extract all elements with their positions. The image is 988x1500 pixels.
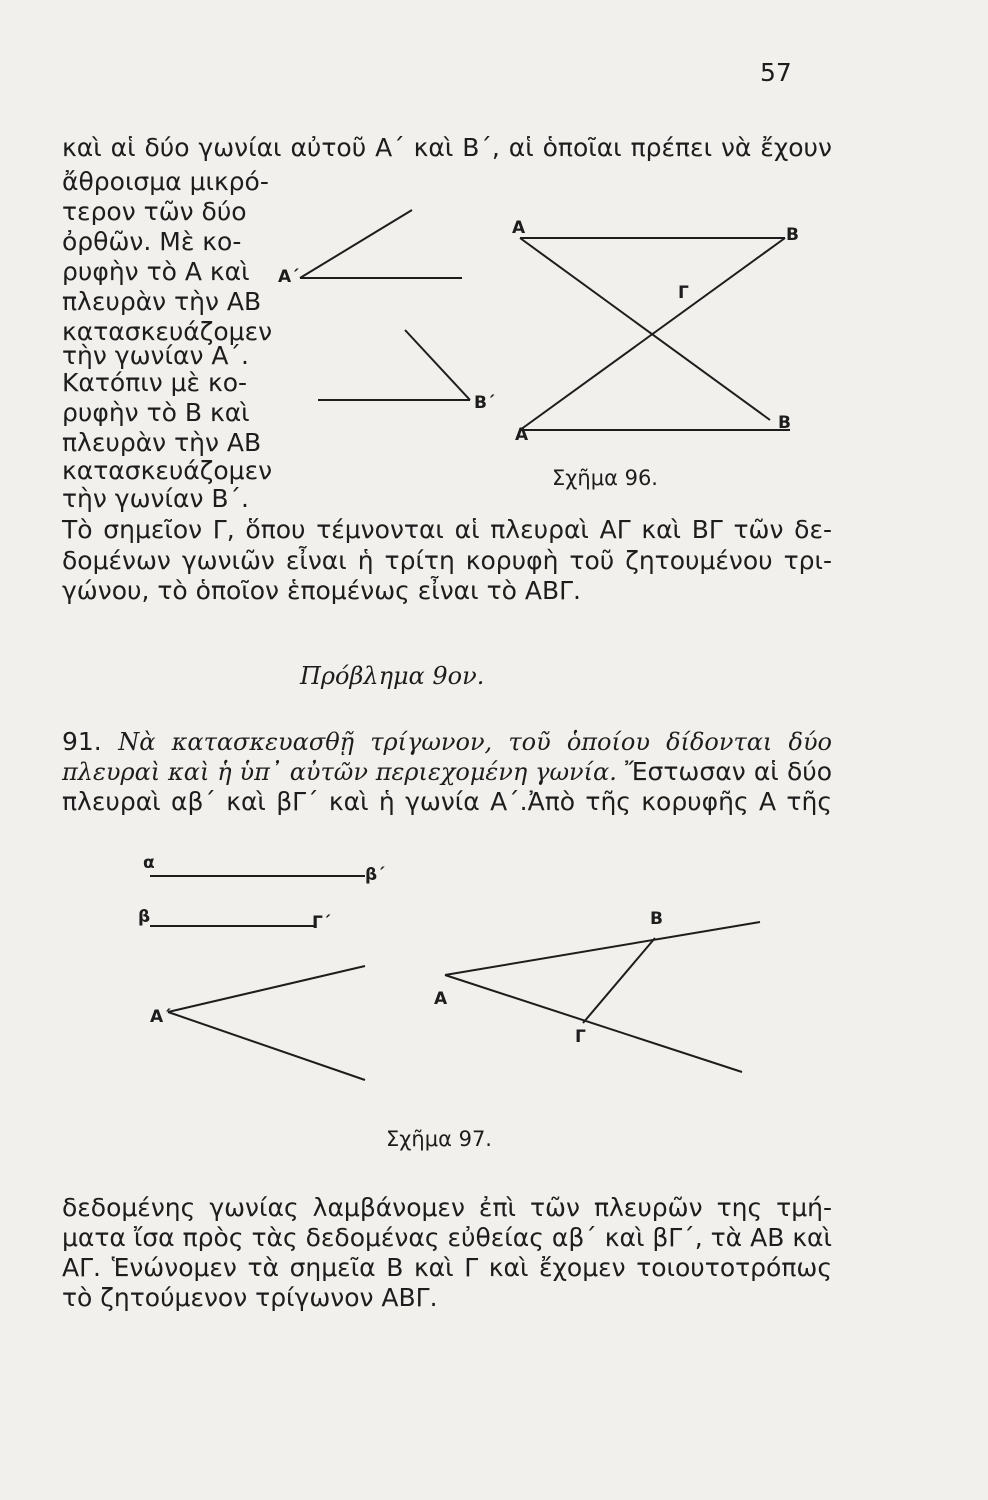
fig96-label: Β bbox=[778, 413, 791, 433]
text-line: πλευρὰν τὴν ΑΒ bbox=[62, 287, 262, 316]
text-line: καὶ αἱ δύο γωνίαι αὐτοῦ Α΄ καὶ Β΄, αἱ ὁποῖαι πρέπει νὰ ἔχουν bbox=[62, 133, 832, 162]
fig96-label: Γ bbox=[678, 283, 689, 303]
text-line: ρυφὴν τὸ Β καὶ bbox=[62, 398, 250, 427]
text-line: ΑΓ. Ἑνώνομεν τὰ σημεῖα Β καὶ Γ καὶ ἔχομεν τοιουτοτρόπως bbox=[62, 1253, 832, 1282]
problem-heading: Πρόβλημα 9ον. bbox=[300, 662, 485, 690]
problem-number: 91. bbox=[62, 727, 102, 756]
page-number: 57 bbox=[760, 58, 792, 87]
text-line: δομένων γωνιῶν εἶναι ἡ τρίτη κορυφὴ τοῦ ζητουμένου τρι- bbox=[62, 546, 832, 575]
fig96-label: Β΄ bbox=[474, 393, 495, 413]
fig97-label: Α΄ bbox=[150, 1007, 171, 1027]
figure-96-caption: Σχῆμα 96. bbox=[552, 466, 658, 490]
fig97-label: Β bbox=[650, 909, 663, 929]
text-line: πλευρὰν τὴν ΑΒ bbox=[62, 428, 262, 457]
text-line: τερον τῶν δύο bbox=[62, 197, 247, 226]
fig97-label: α bbox=[143, 853, 155, 873]
fig96-label: Α΄ bbox=[278, 267, 299, 287]
problem-title: πλευραὶ καὶ ἡ ὑπ᾽ αὐτῶν περιεχομένη γωνία. bbox=[62, 758, 617, 786]
fig97-angle-lower-ray bbox=[168, 1012, 365, 1080]
figure-97-caption: Σχῆμα 97. bbox=[386, 1127, 492, 1151]
fig97-label: β bbox=[138, 907, 151, 927]
fig96-label: Α bbox=[515, 425, 529, 445]
text-line: ρυφὴν τὸ Α καὶ bbox=[62, 257, 250, 286]
text-line: τὸ ζητούμενον τρίγωνον ΑΒΓ. bbox=[62, 1283, 438, 1312]
fig97-label: Γ bbox=[575, 1027, 586, 1047]
fig96-label: Α bbox=[512, 218, 526, 238]
text-line: δεδομένης γωνίας λαμβάνομεν ἐπὶ τῶν πλευρῶν της τμή- bbox=[62, 1193, 832, 1222]
text-line: Τὸ σημεῖον Γ, ὅπου τέμνονται αἱ πλευραὶ ΑΓ καὶ ΒΓ τῶν δε- bbox=[62, 515, 832, 544]
text-line: ματα ἴσα πρὸς τὰς δεδομένας εὐθείας αβ΄ καὶ βΓ΄, τὰ ΑΒ καὶ bbox=[62, 1223, 832, 1252]
text-line: κατασκευάζομεν bbox=[62, 456, 273, 485]
text-line: Κατόπιν μὲ κο- bbox=[62, 368, 248, 397]
text-line: ὀρθῶν. Μὲ κο- bbox=[62, 227, 242, 256]
text-line: πλευραὶ αβ΄ καὶ βΓ΄ καὶ ἡ γωνία Α΄.Ἀπὸ τῆς κορυφῆς Α τῆς bbox=[62, 787, 832, 816]
problem-title: Νὰ κατασκευασθῇ τρίγωνον, τοῦ ὁποίου δίδονται δύο bbox=[118, 728, 832, 756]
text-line: τὴν γωνίαν Α΄. bbox=[62, 341, 249, 370]
fig97-label: Α bbox=[434, 989, 448, 1009]
fig97-side-ag bbox=[445, 975, 742, 1072]
text-line: κατασκευάζομεν bbox=[62, 317, 273, 346]
fig97-angle-upper-ray bbox=[168, 966, 365, 1012]
fig97-label: β΄ bbox=[365, 865, 385, 885]
text-line: τὴν γωνίαν Β΄. bbox=[62, 484, 249, 513]
text-run: Ἔστωσαν αἱ δύο bbox=[625, 757, 832, 786]
text-line: ἄθροισμα μικρό- bbox=[62, 167, 269, 196]
fig97-side-ab bbox=[445, 922, 760, 975]
text-line: γώνου, τὸ ὁποῖον ἑπομένως εἶναι τὸ ΑΒΓ. bbox=[62, 576, 581, 605]
fig96-label: Β bbox=[786, 225, 799, 245]
fig97-label: Γ΄ bbox=[312, 913, 331, 933]
